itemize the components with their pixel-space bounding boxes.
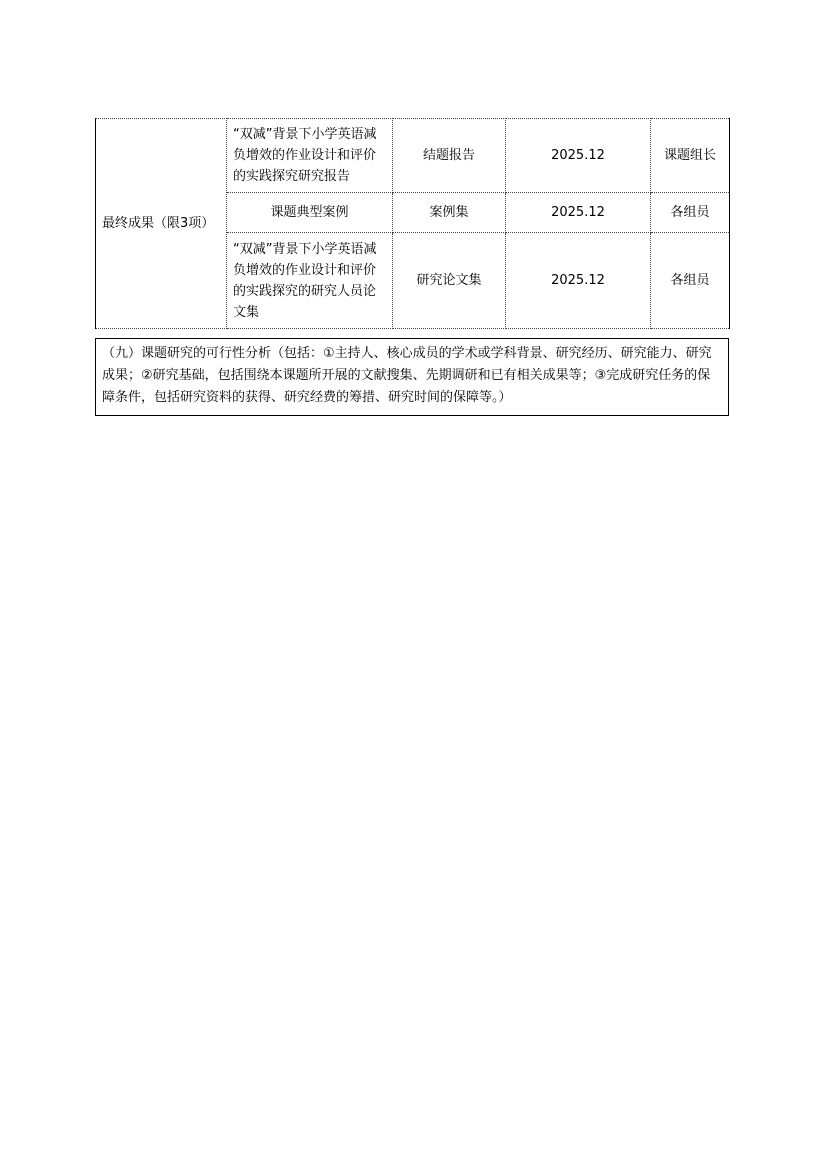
feasibility-analysis-heading: （九）课题研究的可行性分析（包括：①主持人、核心成员的学术或学科背景、研究经历、研究能力、研究成果；②研究基础，包括围绕本课题所开展的文献搜集、先期调研和已有相关成果等；③完成研究任务的保障条件，包括研究资料的获得、研究经费的筹措、研究时间的保障等。）	[96, 339, 729, 416]
result-form-cell: 研究论文集	[393, 233, 506, 329]
final-results-label: 最终成果（限3项）	[96, 119, 227, 329]
result-owner-cell: 各组员	[651, 233, 730, 329]
result-title-cell: “双减”背景下小学英语减负增效的作业设计和评价的实践探究的研究人员论文集	[227, 233, 393, 329]
result-date-cell: 2025.12	[506, 193, 651, 233]
feasibility-analysis-table	[95, 338, 729, 416]
result-owner-cell: 各组员	[651, 193, 730, 233]
result-owner-cell: 课题组长	[651, 119, 730, 193]
table-row	[96, 339, 729, 416]
final-results-table	[95, 118, 730, 329]
result-title-cell: 课题典型案例	[227, 193, 393, 233]
result-date-cell: 2025.12	[506, 119, 651, 193]
result-form-cell: 结题报告	[393, 119, 506, 193]
result-form-cell: 案例集	[393, 193, 506, 233]
result-date-cell: 2025.12	[506, 233, 651, 329]
result-title-cell: “双减”背景下小学英语减负增效的作业设计和评价的实践探究研究报告	[227, 119, 393, 193]
table-row	[96, 119, 730, 193]
